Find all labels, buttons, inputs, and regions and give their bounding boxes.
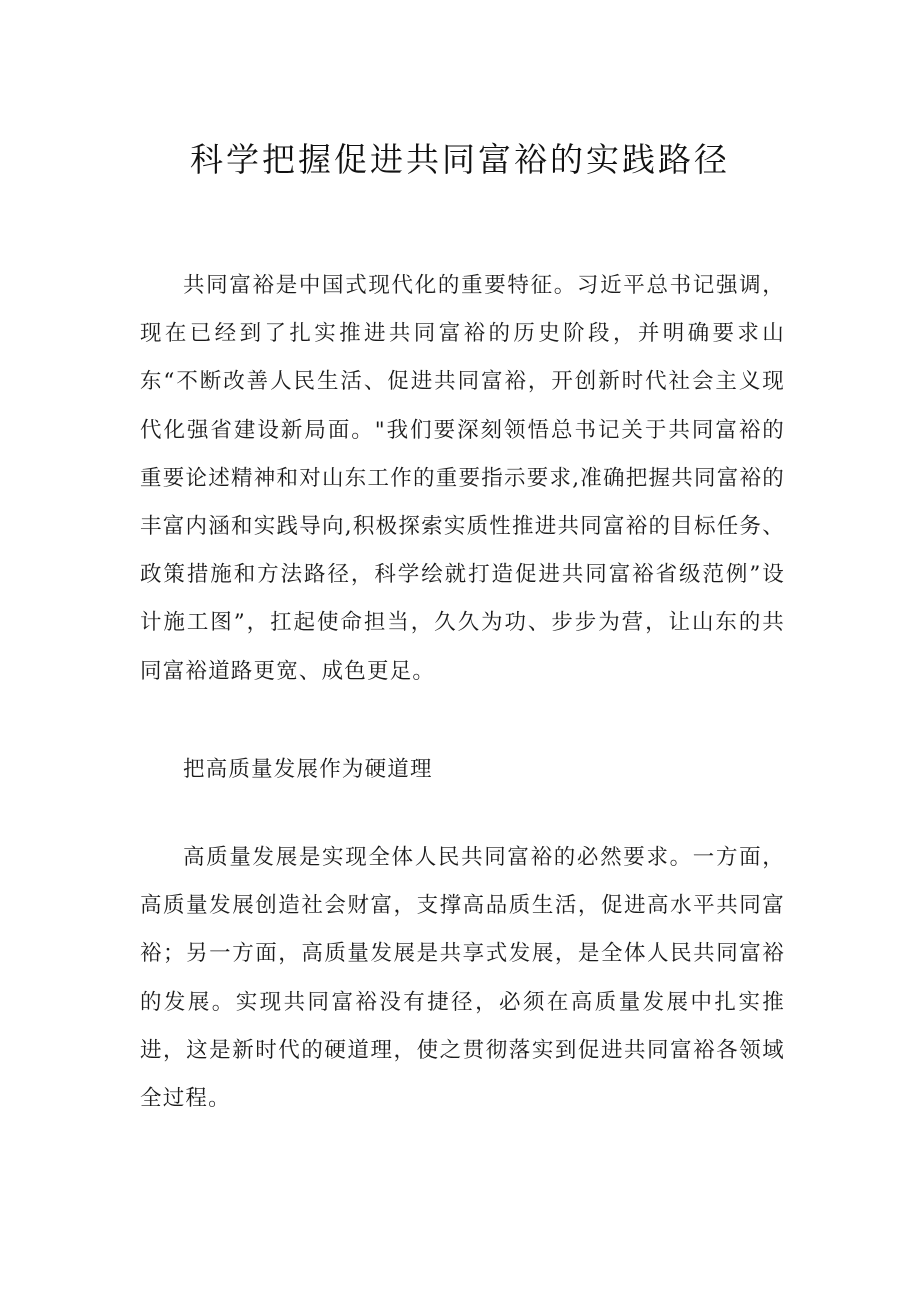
section-heading: 把高质量发展作为硬道理 bbox=[183, 757, 433, 782]
document-title: 科学把握促进共同富裕的实践路径 bbox=[190, 140, 730, 179]
section-paragraph: 高质量发展是实现全体人民共同富裕的必然要求。一方面，高质量发展创造社会财富，支撑高品质生活，促进高水平共同富裕；另一方面，高质量发展是共享式发展，是全体人民共同富裕的发展。实现共同富裕没有捷径，必须在高质量发展中扎实推进，这是新时代的硬道理，使之贯彻落实到促进共同富裕各领域全过程。 bbox=[140, 845, 785, 1112]
intro-paragraph: 共同富裕是中国式现代化的重要特征。习近平总书记强调，现在已经到了扎实推进共同富裕的历史阶段，并明确要求山东“不断改善人民生活、促进共同富裕，开创新时代社会主义现代化强省建设新局面。"我们要深刻领悟总书记关于共同富裕的重要论述精神和对山东工作的重要指示要求,准确把握共同富裕的丰富内涵和实践导向,积极探索实质性推进共同富裕的目标任务、政策措施和方法路径，科学绘就打造促进共同富裕省级范例”设计施工图”，扛起使命担当，久久为功、步步为营，让山东的共同富裕道路更宽、成色更足。 bbox=[140, 273, 785, 684]
